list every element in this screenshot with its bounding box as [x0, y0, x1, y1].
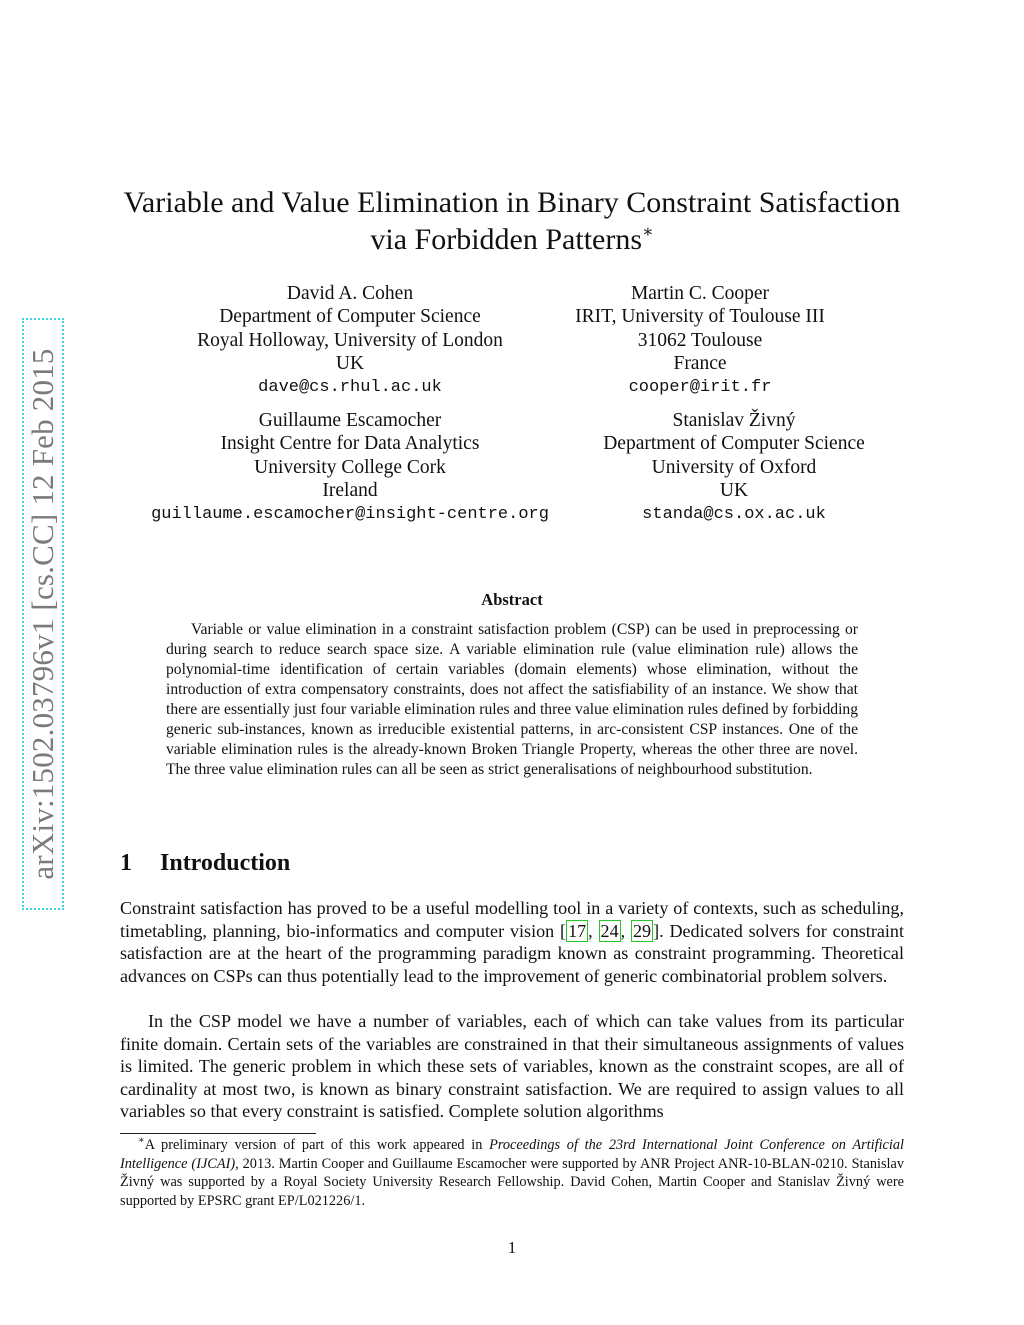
author-name: David A. Cohen	[286, 283, 414, 304]
citation-separator: ,	[588, 920, 599, 941]
footnote-text: A preliminary version of part of this work appeared in	[144, 1137, 490, 1153]
paper-title-line-2	[0, 221, 1024, 258]
author-affiliation: 31062 Toulouse	[637, 329, 763, 351]
author-name: Martin C. Cooper	[630, 283, 770, 304]
author-email[interactable]: guillaume.escamocher@insight-centre.org	[151, 504, 549, 524]
footnote-divider	[120, 1133, 316, 1134]
footnote-text: , 2013. Martin Cooper and Guillaume Escamocher were supported by ANR Project ANR-10-BLAN-0210. Stanislav Živný was supported by a Royal Society University Research Fellowship. David Cohen, Martin Cooper and Stanislav Živný were supported by EPSRC grant EP/L021226/1.	[120, 1155, 905, 1209]
author-affiliation: IRIT, University of Toulouse III	[575, 306, 825, 328]
author-name: Guillaume Escamocher	[258, 410, 442, 431]
citation-link[interactable]: 29	[632, 920, 652, 941]
arxiv-identifier[interactable]: arXiv:1502.03796v1 [cs.CC] 12 Feb 2015	[25, 348, 60, 880]
author-country: UK	[719, 480, 749, 502]
author-country: UK	[335, 353, 365, 375]
citation-link[interactable]: 24	[600, 920, 619, 941]
author-block-cooper	[470, 282, 930, 399]
intro-paragraph-2: In the CSP model we have a number of variables, each of which can take values from its particular finite domain. Certain sets of the variables are constrained in that their simultaneous assignments of values is limited. The generic problem in which these sets of variables, known as the constraint scopes, are all of cardinality at most two, is known as binary constraint satisfaction. We are required to assign values to all variables so that every constraint is satisfied. Complete solution algorithms	[120, 1011, 904, 1122]
author-affiliation: University College Cork	[254, 456, 446, 478]
citation-separator: ,	[620, 920, 631, 941]
paper-title-line-2-text: via Forbidden Patterns	[370, 223, 643, 256]
footnote-mark: ∗	[138, 1135, 145, 1147]
author-affiliation: Department of Computer Science	[603, 433, 865, 455]
abstract-heading: Abstract	[481, 590, 543, 609]
abstract-body: Variable or value elimination in a constraint satisfaction problem (CSP) can be used in preprocessing or during search to reduce search space size. A variable elimination rule (value elimination rule) allows the polynomial-time identification of certain variables (domain elements) whose elimination, without the introduction of extra compensatory constraints, does not affect the satisfiability of an instance. We show that there are essentially just four variable elimination rules and three value elimination rules defined by forbidding generic sub-instances, known as irreducible existential patterns, in arc-consistent CSP instances. One of the variable elimination rules is the already-known Broken Triangle Property, whereas the other three are novel. The three value elimination rules can all be seen as strict generalisations of neighbourhood substitution.	[166, 621, 858, 778]
citation-link[interactable]: 17	[568, 920, 587, 941]
section-title: Introduction	[160, 850, 291, 876]
footnote-venue: Proceedings of the 23rd International Joint Conference on Artificial Intelligence (IJCAI)	[120, 1137, 904, 1172]
author-affiliation: Royal Holloway, University of London	[197, 329, 503, 351]
author-block-zivny	[504, 409, 964, 526]
footnote	[120, 1136, 904, 1210]
paper-title-line-1: Variable and Value Elimination in Binary Constraint Satisfaction	[123, 186, 901, 219]
paragraph-text: Constraint satisfaction has proved to be a useful modelling tool in a variety of contexts, such as scheduling, timetabling, planning, bio-informatics and computer vision [	[120, 898, 904, 941]
author-email[interactable]: cooper@irit.fr	[628, 377, 772, 397]
paragraph-text: ]. Dedicated solvers for constraint satisfaction are at the heart of the programming paradigm known as constraint programming. Theoretical advances on CSPs can thus potentially lead to the improvement of generic combinatorial problem solvers.	[120, 920, 904, 986]
title-footnote-mark[interactable]: ∗	[642, 222, 654, 241]
section-heading	[120, 850, 290, 877]
paper-title	[0, 184, 1024, 258]
author-email[interactable]: standa@cs.ox.ac.uk	[642, 504, 826, 524]
author-affiliation: Department of Computer Science	[219, 306, 481, 328]
author-affiliation: Insight Centre for Data Analytics	[220, 433, 480, 455]
intro-paragraph-1	[120, 897, 904, 987]
author-country: Ireland	[322, 480, 378, 502]
author-email[interactable]: dave@cs.rhul.ac.uk	[258, 377, 442, 397]
section-number: 1	[120, 850, 132, 876]
arxiv-stamp[interactable]	[22, 318, 64, 910]
author-affiliation: University of Oxford	[651, 456, 817, 478]
page-number: 1	[507, 1238, 517, 1257]
author-name: Stanislav Živný	[672, 410, 796, 431]
author-country: France	[673, 353, 727, 375]
